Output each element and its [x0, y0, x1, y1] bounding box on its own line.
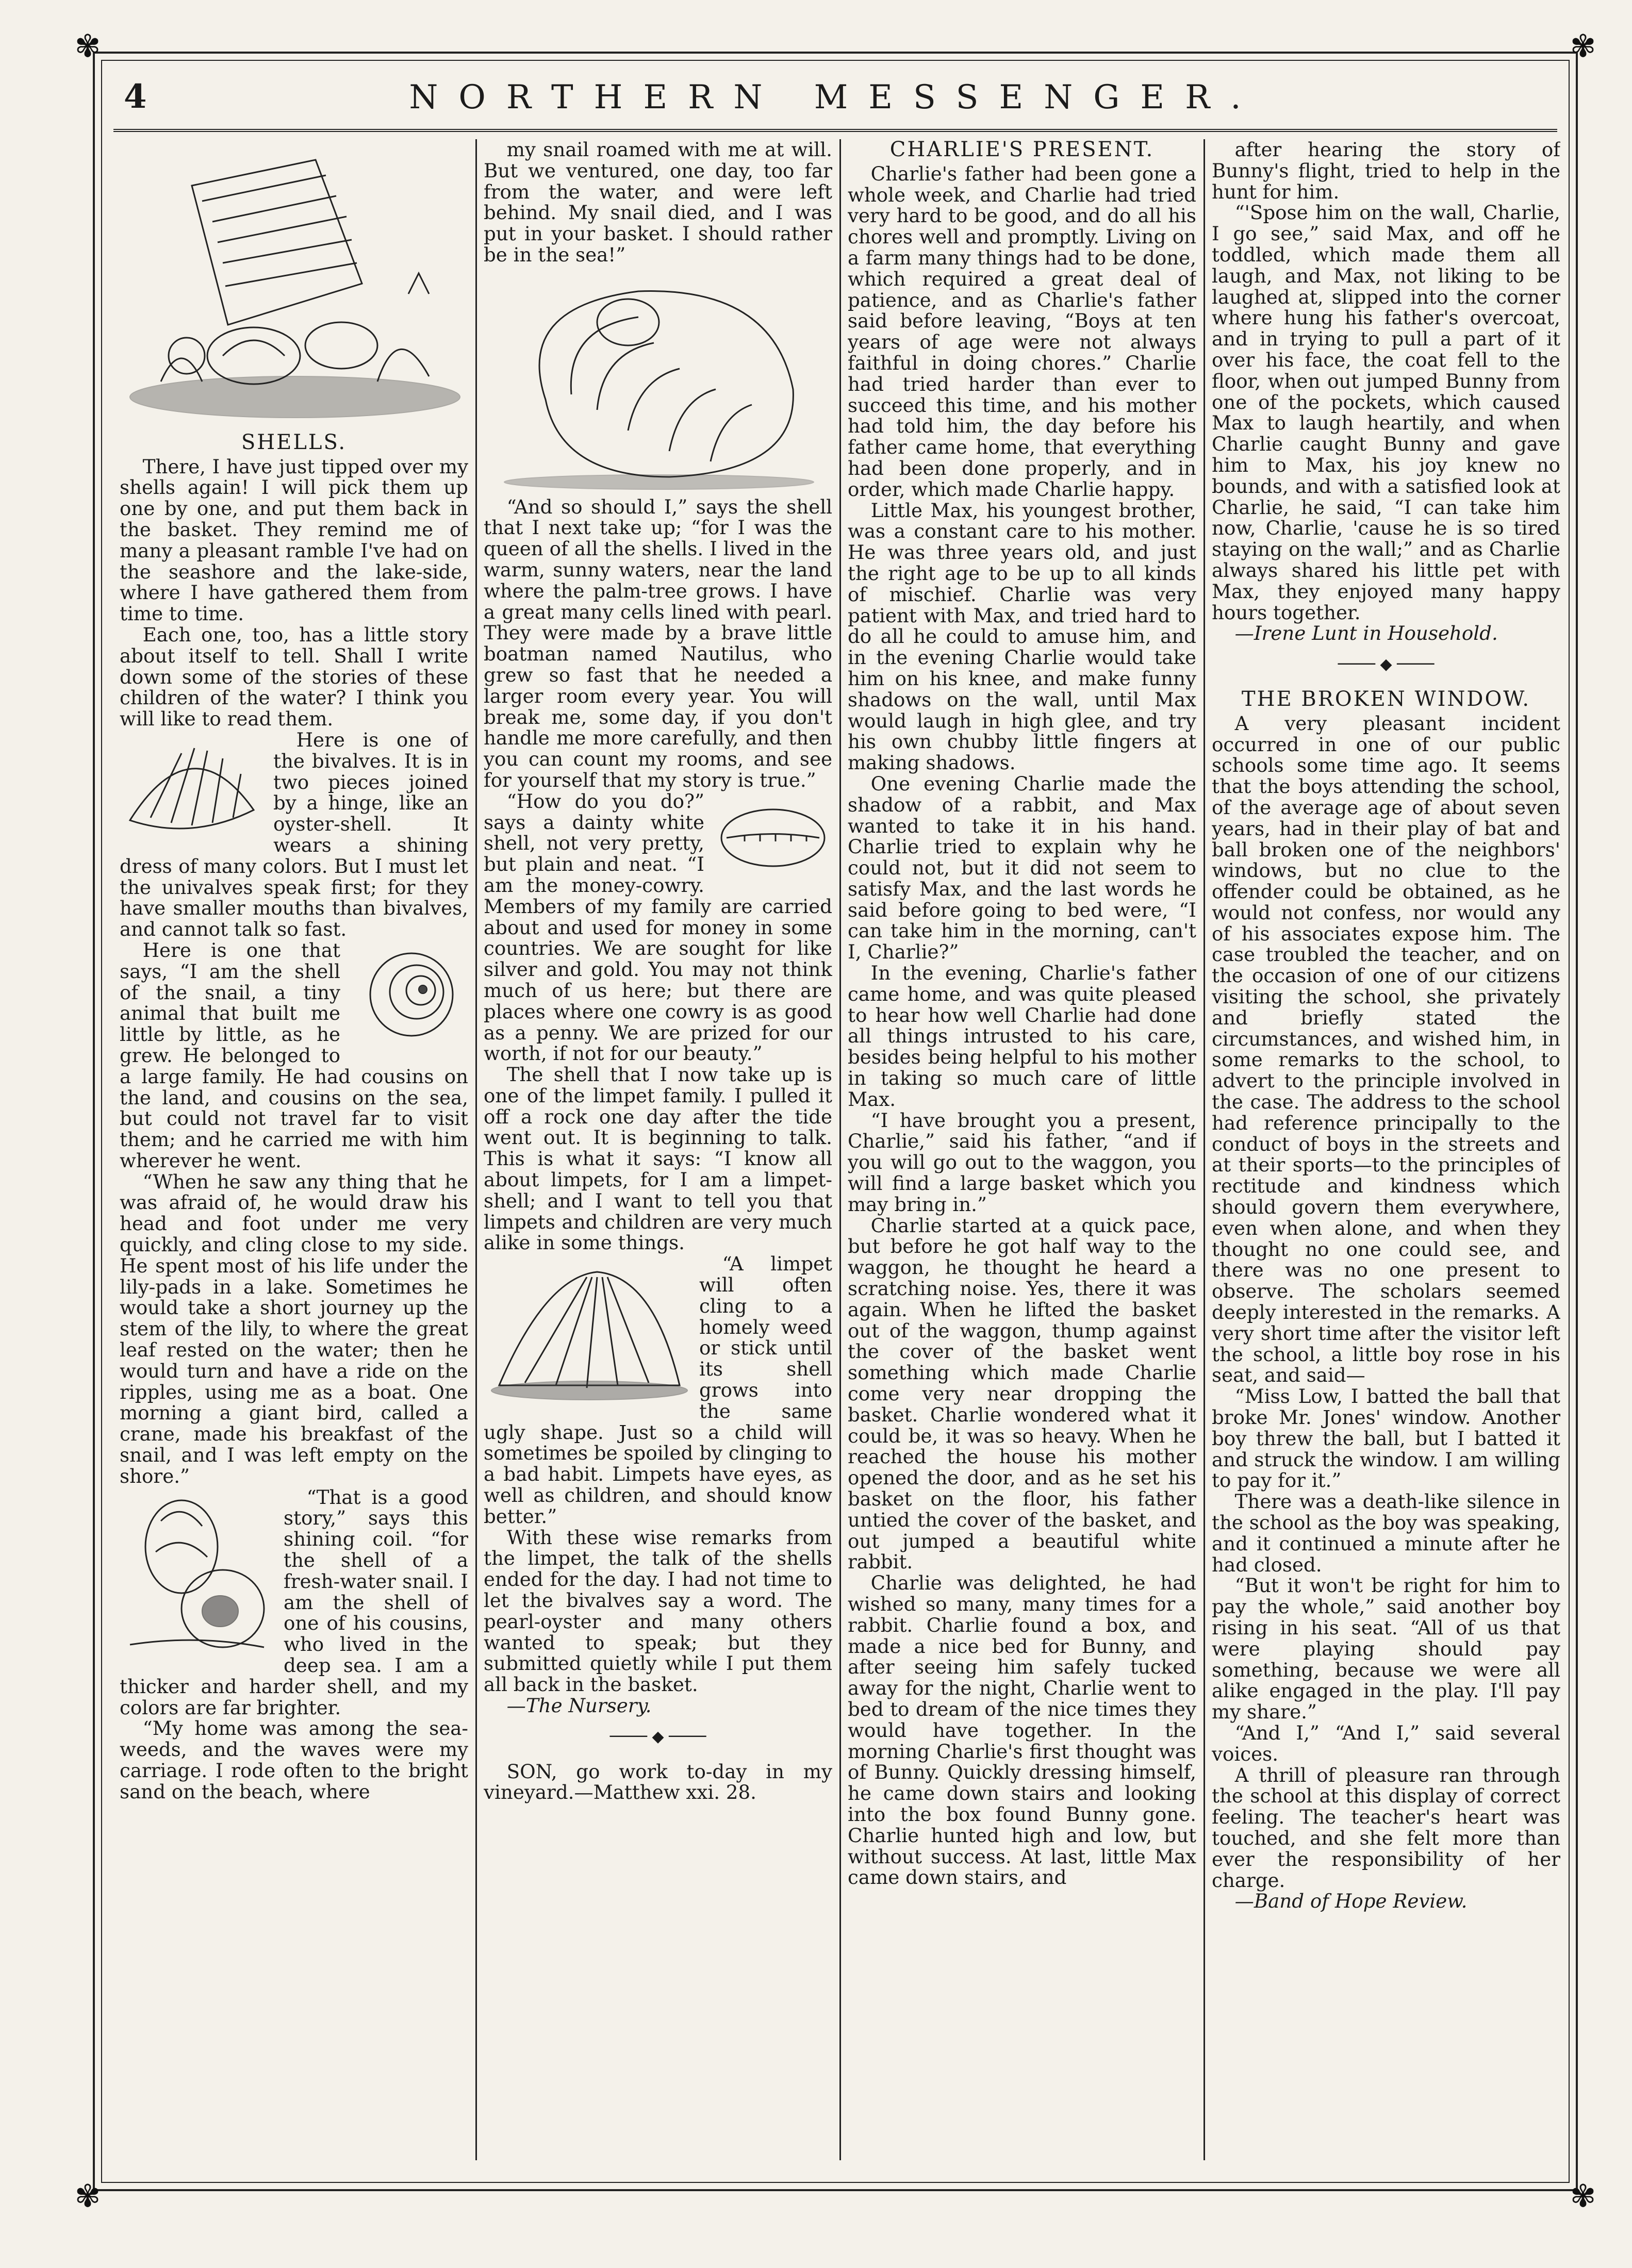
paragraph: Little Max, his youngest brother, was a constant care to his mother. He was three years old, and just the right age to be up to all kinds of mischief. Charlie was very patient with Max, and tried hard to do all he could to amuse him, and in the evening Charlie would take him on his knee, and make funny shadows on the wall, until Max would laugh in high glee, and try his own chubby little fingers at making shadows.	[848, 499, 1196, 774]
scallop-shell-illustration	[120, 733, 264, 836]
masthead-title: NORTHERN MESSENGER.	[409, 78, 1262, 117]
limpet-shell-illustration	[484, 1256, 690, 1411]
paragraph: Each one, too, has a little story about itself to tell. Shall I write down some of the stories of these children of the water? I think you will like to read them.	[120, 623, 468, 731]
paragraph: “A limpet will often cling to a homely weed or stick until its shell grows into the same ugly shape. Just so a child will sometimes be spoiled by clinging to a bad habit. Limpets have eyes, as well as children, and should know better.”	[484, 1252, 832, 1528]
column-rule	[475, 139, 477, 2160]
column-rule	[1204, 139, 1205, 2160]
paragraph: Charlie's father had been gone a whole week, and Charlie had tried very hard to be good, and do all his chores well and promptly. Living on a farm many things had to be done, which required a great deal of patience, and as Charlie's father said before leaving, “Boys at ten years of age were not always faithful in doing chores.” Charlie had tried harder than ever to succeed this time, and his mother had told him, the day before his father came home, that everything had been done properly, and in order, which made Charlie happy.	[848, 162, 1196, 501]
article-title-broken-window: THE BROKEN WINDOW.	[1241, 687, 1531, 711]
section-separator: ──── ◆ ────	[609, 1727, 706, 1746]
page-header	[113, 67, 1557, 132]
corner-ornament-icon: ✾	[1570, 2178, 1596, 2214]
column-4	[1212, 139, 1560, 2160]
coiled-shells-illustration	[120, 1490, 274, 1660]
corner-ornament-icon: ✾	[1570, 28, 1596, 64]
paragraph: “My home was among the sea-weeds, and the waves were my carriage. I rode often to the bright sand on the beach, where	[120, 1717, 468, 1803]
snail-shell-illustration	[350, 943, 468, 1046]
paragraph: With these wise remarks from the limpet, the talk of the shells ended for the day. I had not time to let the bivalves say a word. The pearl-oyster and many others wanted to speak; but they submitted quietly while I put them all back in the basket.	[484, 1526, 832, 1696]
paragraph: The shell that I now take up is one of the limpet family. I pulled it off a rock one day after the tide went out. It is beginning to talk. This is what it says: “I know all about limpets, for I am a limpet-shell; and I want to tell you that limpets and children are very much alike in some things.	[484, 1063, 832, 1254]
paragraph: One evening Charlie made the shadow of a rabbit, and Max wanted to take it in his hand. Charlie tried to explain why he could not, but it did not seem to satisfy Max, and the last words he said before going to bed were, “I can take him in the morning, can't I, Charlie?”	[848, 772, 1196, 964]
paragraph: “I have brought you a present, Charlie,” said his father, “and if you will go out to the waggon, you will find a large basket which you may bring in.”	[848, 1108, 1196, 1216]
scripture-verse: SON, go work to-day in my vineyard.—Matthew xxi. 28.	[484, 1760, 832, 1804]
corner-ornament-icon: ✾	[74, 2178, 101, 2214]
article-columns	[113, 139, 1560, 2160]
paragraph: Here is one of the bivalves. It is in two pieces joined by a hinge, like an oyster-shell. It wears a shining dress of many colors. But I must let the univalves speak first; for they have smaller mouths than bivalves, and cannot talk so fast.	[120, 728, 468, 941]
paragraph: my snail roamed with me at will. But we ventured, one day, too far from the water, and were left behind. My snail died, and I was put in your basket. I should rather be in the sea!”	[484, 139, 832, 266]
paragraph: “And I,” “And I,” said several voices.	[1212, 1721, 1560, 1765]
paragraph: “'Spose him on the wall, Charlie, I go see,” said Max, and off he toddled, which made them all laugh, and Max, not liking to be laughed at, slipped into the corner where hung his father's overcoat, and in trying to pull a part of it over his face, the coat fell to the floor, when out jumped Bunny from one of the pockets, which caused Max to laugh heartily, and when Charlie caught Bunny and gave him to Max, his joy knew no bounds, and with a satisfied look at Charlie, he said, “I can take him now, Charlie, 'cause he is so tired staying on the wall;” and as Charlie always shared his little pet with Max, they enjoyed many happy hours together.	[1212, 201, 1560, 624]
paragraph: A thrill of pleasure ran through the school at this display of correct feeling. The teacher's heart was touched, and she felt more than ever the responsibility of her charge.	[1212, 1763, 1560, 1892]
citation: —The Nursery.	[506, 1694, 652, 1717]
paragraph: “That is a good story,” says this shining coil. “for the shell of a fresh-water snail. I am the shell of one of his cousins, who lived in the deep sea. I am a thicker and harder shell, and my colors are far brighter.	[120, 1485, 468, 1719]
paragraph: “When he saw any thing that he was afraid of, he would draw his head and foot under me very quickly, and cling close to my side. He spent most of his life under the lily-pads in a lake. Sometimes he would take a short journey up the stem of the lily, to where the great leaf rested on the water; then he would turn and have a ride on the ripples, using me as a boat. One morning a giant bird, called a crane, made his breakfast of the snail, and I was left empty on the shore.”	[120, 1170, 468, 1487]
paragraph: “And so should I,” says the shell that I next take up; “for I was the queen of all the shells. I lived in the warm, sunny waters, near the land where the palm-tree grows. I have a great many cells lined with pearl. They were made by a brave little boatman named Nautilus, who grew so fast that he needed a larger room every year. You will break me, some day, if you don't handle me more carefully, and then you can count my rooms, and see for yourself that my story is true.”	[484, 495, 832, 791]
column-rule	[839, 139, 841, 2160]
column-2	[484, 139, 832, 2160]
paragraph: A very pleasant incident occurred in one of our public schools some time ago. It seems that the boys attending the school, of the average age of about seven years, had in their play of bat and ball broken one of the neighbors' windows, but no clue to the offender could be obtained, as he would not confess, nor would any of his associates expose him. The case troubled the teacher, and on the occasion of one of our citizens visiting the school, she privately and briefly stated the circumstances, and wished him, in some remarks to the school, to advert to the principle involved in the case. The address to the school had reference principally to the conduct of boys in the streets and at their sports—to the principles of rectitude and kindness which should govern them everywhere, even when alone, and when they thought no one could see, and there was no one present to observe. The scholars seemed deeply interested in the remarks. A very short time after the visitor left the school, a little boy rose in his seat, and said—	[1212, 711, 1560, 1387]
paragraph: after hearing the story of Bunny's flight, tried to help in the hunt for him.	[1212, 139, 1560, 203]
nautilus-shell-illustration	[484, 266, 832, 492]
paragraph: There, I have just tipped over my shells again! I will pick them up one by one, and put them back in the basket. They remind me of many a pleasant ramble I've had on the seashore and the lake-side, where I have gathered them from time to time.	[120, 455, 468, 625]
cowry-shell-illustration	[714, 794, 832, 882]
corner-ornament-icon: ✾	[74, 28, 101, 64]
column-1	[120, 139, 468, 2160]
paragraph: “Miss Low, I batted the ball that broke Mr. Jones' window. Another boy threw the ball, but I batted it and struck the window. I am willing to pay for it.”	[1212, 1385, 1560, 1492]
article-title-shells: SHELLS.	[241, 430, 347, 454]
paragraph: In the evening, Charlie's father came home, and was quite pleased to hear how well Charlie had done all things intrusted to his care, besides being helpful to his mother in taking so much care of little Max.	[848, 962, 1196, 1111]
citation: —Irene Lunt in Household.	[1234, 622, 1498, 645]
column-3	[848, 139, 1196, 2160]
paragraph: Here is one that says, “I am the shell of the snail, a tiny animal that built me little by little, as he grew. He belonged to a large family. He had cousins on the land, and cousins on the sea, but could not travel far to visit them; and he carried me with him wherever he went.	[120, 938, 468, 1172]
citation: —Band of Hope Review.	[1234, 1890, 1468, 1913]
paragraph: Charlie started at a quick pace, but before he got half way to the waggon, he thought he heard a scratching noise. Yes, there it was again. When he lifted the basket out of the waggon, thump against the cover of the basket went something which made Charlie come very near dropping the basket. Charlie wondered what it could be, it was so heavy. When he reached the house his mother opened the door, and as he set his basket on the floor, his father untied the cover of the basket, and out jumped a beautiful white rabbit.	[848, 1214, 1196, 1574]
section-separator: ──── ◆ ────	[1338, 655, 1435, 674]
page-number: 4	[124, 77, 147, 116]
page-frame	[74, 28, 1596, 2214]
paragraph: “How do you do?” says a dainty white shell, not very pretty, but plain and neat. “I am the money-cowry. Members of my family are carried about and used for money in some countries. We are sought for like silver and gold. You may not think much of us here; but there are places where one cowry is as good as a penny. We are prized for our worth, if not for our beauty.”	[484, 789, 832, 1065]
shell-basket-illustration	[120, 139, 468, 428]
article-title-charlies-present: CHARLIE'S PRESENT.	[889, 139, 1155, 161]
paragraph: Charlie was delighted, he had wished so many, many times for a rabbit. Charlie found a box, and made a nice bed for Bunny, and after seeing him safely tucked away for the night, Charlie went to bed to dream of the nice times they would have together. In the morning Charlie's first thought was of Bunny. Quickly dressing himself, he came down stairs and looking into the box found Bunny gone. Charlie hunted high and low, but without success. At last, little Max came down stairs, and	[848, 1571, 1196, 1889]
paragraph: “But it won't be right for him to pay the whole,” said another boy rising in his seat. “All of us that were playing should pay something, because we were all alike engaged in the play. I'll pay my share.”	[1212, 1574, 1560, 1724]
paragraph: There was a death-like silence in the school as the boy was speaking, and it continued a minute after he had closed.	[1212, 1490, 1560, 1576]
